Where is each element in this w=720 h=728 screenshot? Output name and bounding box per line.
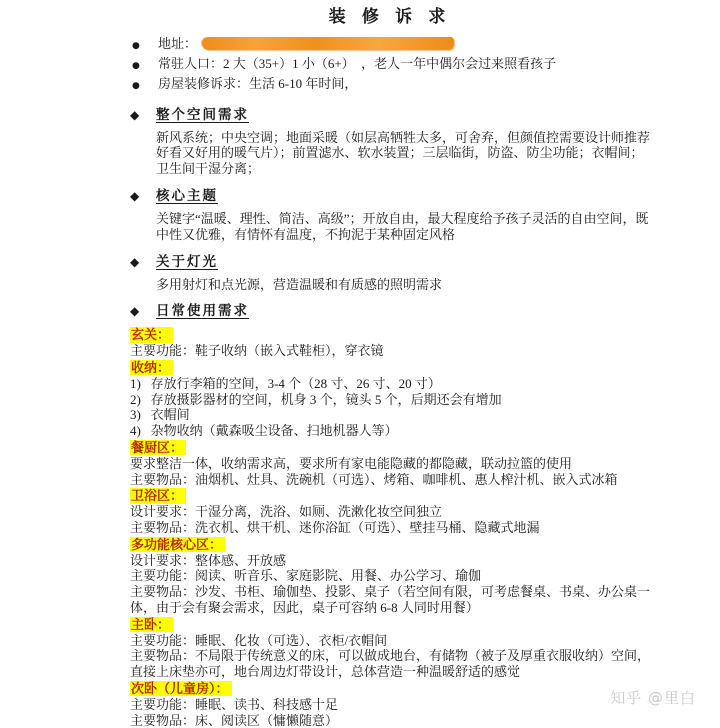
- daily-block-bathroom: [130, 487, 650, 535]
- daily-line: 主要功能：阅读、听音乐、家庭影院、用餐、办公学习、瑜伽: [130, 568, 482, 584]
- section-heading: 核心主题: [156, 188, 218, 203]
- section-whole-space: [130, 106, 650, 177]
- section-heading: 日常使用需求: [156, 303, 249, 319]
- daily-line: 主要物品：床、阅读区（慵懒随意）: [130, 712, 339, 728]
- highlighted-label: 多功能核心区：: [130, 537, 225, 553]
- zhihu-watermark: 知乎 @里白: [610, 689, 696, 708]
- daily-block-storage: [130, 359, 650, 439]
- bullet-icon: ●: [132, 41, 140, 51]
- daily-line: 设计要求：干湿分离，洗浴、如厕、洗漱化妆空间独立: [130, 504, 443, 520]
- daily-block-entryway: [130, 326, 650, 359]
- highlighted-label: 次卧（儿童房）：: [130, 681, 232, 697]
- section-body: 多用射灯和点光源，营造温暖和有质感的照明需求: [156, 276, 443, 292]
- address-redaction-marker: [202, 37, 454, 50]
- daily-line: 主要功能：鞋子收纳（嵌入式鞋柜），穿衣镜: [130, 343, 384, 359]
- daily-block-master-bedroom: [130, 616, 650, 680]
- section-daily-use: [130, 302, 650, 320]
- residents-text: 常驻人口：2 大（35+）1 小（6+） ，老人一年中偶尔会过来照看孩子: [158, 56, 557, 72]
- daily-line: 1) 存放行李箱的空间，3-4 个（28 寸、26 寸、20 寸）: [130, 375, 441, 391]
- daily-line: 4) 杂物收纳（戴森吸尘设备、扫地机器人等）: [130, 423, 398, 439]
- address-label: 地址：: [158, 36, 198, 51]
- diamond-icon: ◆: [130, 254, 140, 269]
- daily-use-list: [130, 326, 650, 728]
- daily-line: 主要功能：睡眠、化妆（可选）、衣柜/衣帽间: [130, 632, 388, 648]
- daily-line: 主要物品：油烟机、灶具、洗碗机（可选）、烤箱、咖啡机、惠人榨汁机、嵌入式冰箱: [130, 471, 618, 487]
- highlighted-label: 餐厨区：: [130, 440, 186, 456]
- daily-line: 主要物品：洗衣机、烘干机、迷你浴缸（可选）、壁挂马桶、隐藏式地漏: [130, 519, 540, 535]
- highlighted-label: 主卧：: [130, 617, 173, 633]
- section-core-theme: [130, 187, 650, 243]
- highlighted-label: 收纳：: [130, 360, 173, 376]
- page-title: 装 修 诉 求: [328, 7, 452, 26]
- section-heading: 关于灯光: [156, 253, 218, 269]
- bullet-icon: ●: [132, 61, 140, 72]
- section-lighting: [130, 253, 650, 293]
- daily-line: 要求整洁一体，收纳需求高，要求所有家电能隐藏的都隐藏，联动拉篮的使用: [130, 455, 573, 471]
- daily-block-kids-bedroom: [130, 680, 650, 728]
- duration-text: 房屋装修诉求：生活 6-10 年时间，: [158, 76, 358, 92]
- daily-line: 主要功能：睡眠、读书、科技感十足: [130, 696, 339, 712]
- diamond-icon: ◆: [130, 304, 140, 319]
- diamond-icon: ◆: [130, 189, 140, 203]
- section-heading: 整个空间需求: [156, 106, 249, 122]
- daily-line: 主要物品：沙发、书柜、瑜伽垫、投影、桌子（若空间有限，可考虑餐桌、书桌、办公桌一体，由于会有聚会需求，因此，桌子可容纳 6-8 人同时用餐）: [130, 584, 651, 615]
- daily-block-multifunction-core: [130, 536, 650, 616]
- bullet-duration: [130, 75, 650, 95]
- daily-line: 主要物品：不局限于传统意义的床，可以做成地台，有储物（被子及厚重衣服收纳）空间，直接上床垫亦可，地台周边灯带设计，总体营造一种温暖舒适的感觉: [130, 648, 651, 680]
- daily-line: 设计要求：整体感、开放感: [130, 552, 287, 568]
- highlighted-label: 玄关：: [130, 327, 173, 343]
- bullet-address: [130, 35, 650, 55]
- bullet-icon: ●: [132, 81, 140, 92]
- daily-block-kitchen-dining: [130, 439, 650, 487]
- daily-line: 2) 存放摄影器材的空间，机身 3 个，镜头 5 个，后期还会有增加: [130, 391, 502, 407]
- diamond-icon: ◆: [130, 107, 140, 122]
- section-body: 关键字“温暖、理性、简洁、高级”；开放自由，最大程度给予孩子灵活的自由空间，既中性又优雅，有情怀有温度，不拘泥于某种固定风格: [156, 211, 649, 242]
- daily-line: 3) 衣帽间: [130, 407, 190, 423]
- bullet-residents: [130, 55, 650, 75]
- section-body: 新风系统；中央空调；地面采暖（如层高牺牲太多，可舍弃，但颜值控需要设计师推荐好看又好用的暖气片）；前置滤水、软水装置；三层临街，防盗、防尘功能；衣帽间；卫生间干湿分离；: [156, 129, 651, 177]
- highlighted-label: 卫浴区：: [130, 488, 186, 504]
